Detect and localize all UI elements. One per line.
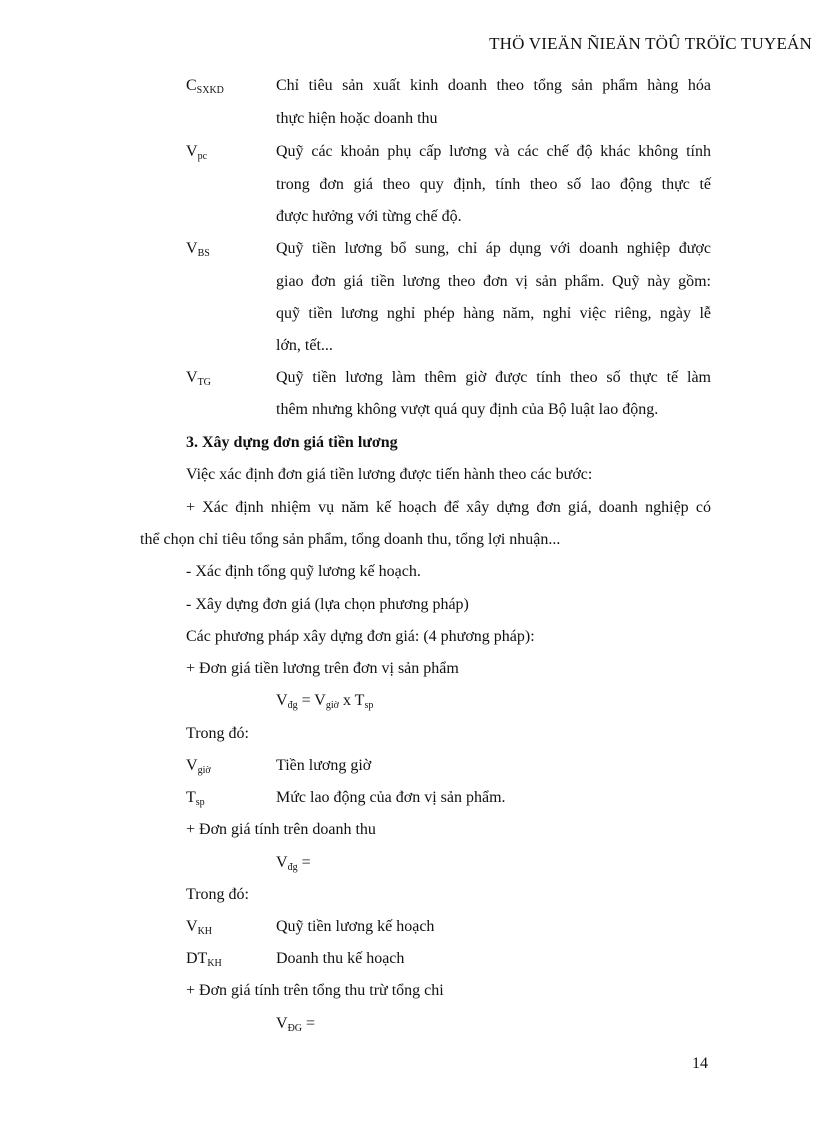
symbol-v-bs: $V_{BS}$ <box>186 240 210 259</box>
symbol-v-pc: $V_{pc}$ <box>186 143 208 162</box>
paragraph: - Xác định tổng quỹ lương kế hoạch. <box>186 563 421 580</box>
formula-unit-price: $V_{đg} = V_{giờ}$ x $T_{sp}$ <box>276 692 374 711</box>
symbol-v-tg: $V_{TG}$ <box>186 369 211 388</box>
definition-line: Mức lao động của đơn vị sản phẩm. <box>276 789 506 806</box>
paragraph: + Xác định nhiệm vụ năm kế hoạch để xây dựng đơn giá, doanh nghiệp có <box>186 499 711 516</box>
symbol-dt-kh: $DT_{KH}$ <box>186 950 222 969</box>
symbol-c-sxkd: $C_{SXKD}$ <box>186 77 224 96</box>
definition-line: giao đơn giá tiền lương theo đơn vị sản phẩm. Quỹ này gồm: <box>276 273 711 290</box>
definition-line: trong đơn giá theo quy định, tính theo số lao động thực tế <box>276 176 711 193</box>
definition-line: thêm nhưng không vượt quá quy định của Bộ luật lao động. <box>276 401 659 418</box>
paragraph: + Đơn giá tiền lương trên đơn vị sản phẩm <box>186 660 459 677</box>
definition-line: Quỹ các khoản phụ cấp lương và các chế độ khác không tính <box>276 143 711 160</box>
definition-line: Quỹ tiền lương làm thêm giờ được tính theo số thực tế làm <box>276 369 711 386</box>
section-title: 3. Xây dựng đơn giá tiền lương <box>186 434 398 451</box>
definition-line: Quỹ tiền lương bổ sung, chỉ áp dụng với doanh nghiệp được <box>276 240 711 257</box>
where-label: Trong đó: <box>186 886 249 903</box>
definition-line: Tiền lương giờ <box>276 757 372 774</box>
paragraph: - Xây dựng đơn giá (lựa chọn phương pháp) <box>186 596 469 613</box>
definition-line: quỹ tiền lương nghỉ phép hàng năm, nghỉ việc riêng, ngày lễ <box>276 305 711 322</box>
definition-line: Quỹ tiền lương kế hoạch <box>276 918 435 935</box>
where-label: Trong đó: <box>186 725 249 742</box>
definition-line: Doanh thu kế hoạch <box>276 950 405 967</box>
running-header: THÖ VIEÄN ÑIEÄN TÖÛ TRÖÏC TUYEÁN <box>489 34 812 53</box>
paragraph: Việc xác định đơn giá tiền lương được tiến hành theo các bước: <box>186 466 593 483</box>
definition-line: thực hiện hoặc doanh thu <box>276 110 438 127</box>
method-income-minus-expense: + Đơn giá tính trên tổng thu trừ tổng chi <box>186 982 444 999</box>
page-number: 14 <box>692 1055 708 1072</box>
symbol-v-gio: $V_{giờ}$ <box>186 757 211 776</box>
method-revenue: + Đơn giá tính trên doanh thu <box>186 821 376 838</box>
symbol-v-kh: $V_{KH}$ <box>186 918 213 937</box>
definition-line: lớn, tết... <box>276 337 333 354</box>
paragraph: thể chọn chỉ tiêu tổng sản phẩm, tổng doanh thu, tổng lợi nhuận... <box>140 531 561 548</box>
definition-line: được hưởng với từng chế độ. <box>276 208 462 225</box>
definition-line: Chỉ tiêu sản xuất kinh doanh theo tổng sản phẩm hàng hóa <box>276 77 711 94</box>
formula-income-minus-expense: $V_{ĐG}$ = <box>276 1015 316 1034</box>
formula-revenue: $V_{đg}$ = <box>276 854 311 873</box>
paragraph: Các phương pháp xây dựng đơn giá: (4 phương pháp): <box>186 628 535 645</box>
symbol-t-sp: $T_{sp}$ <box>186 789 205 808</box>
